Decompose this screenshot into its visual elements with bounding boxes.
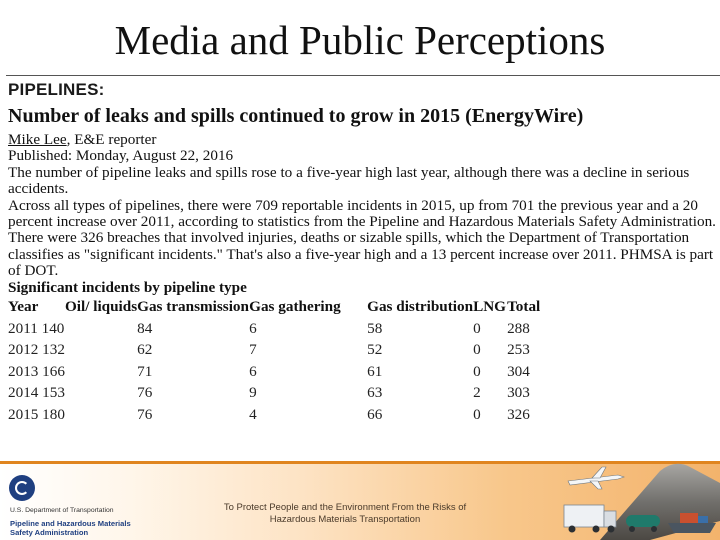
table-header-row	[8, 297, 567, 318]
column-header: Gas transmission	[137, 298, 249, 316]
mission-line: To Protect People and the Environment From the Risks of	[223, 502, 467, 513]
table-cell: 61	[367, 362, 383, 380]
table-cell: 288	[507, 319, 530, 337]
agency-name-line: Safety Administration	[10, 528, 89, 537]
table-cell: 2011 140	[8, 319, 65, 337]
table-cell: 2012 132	[8, 341, 65, 359]
table-row	[8, 383, 567, 405]
table-cell: 253	[507, 341, 530, 359]
column-header: Total	[507, 298, 541, 316]
table-cell: 76	[137, 384, 153, 402]
mission-line: Hazardous Materials Transportation	[269, 514, 421, 525]
paragraph: The number of pipeline leaks and spills rose to a five-year high last year, although there was a decline in serious accidents.	[8, 163, 690, 198]
truck-icon	[564, 505, 616, 533]
table-cell: 52	[367, 341, 383, 359]
table-cell: 63	[367, 384, 383, 402]
article-body	[8, 132, 716, 426]
table-cell: 2013 166	[8, 362, 65, 380]
table-cell: 0	[473, 319, 481, 337]
table-cell: 6	[249, 319, 257, 337]
table-cell: 0	[473, 341, 481, 359]
table-row	[8, 404, 567, 426]
table-cell	[65, 361, 137, 383]
column-header: Oil/ liquids	[64, 298, 138, 316]
agency-name	[10, 519, 160, 537]
table-cell: 2	[473, 384, 481, 402]
airplane-icon	[568, 467, 624, 489]
table-row	[8, 361, 567, 383]
author-link[interactable]: Mike Lee	[8, 131, 67, 148]
column-header: Gas distribution	[367, 298, 474, 316]
author-suffix: , E&E reporter	[66, 131, 157, 148]
footer-banner	[0, 461, 720, 540]
section-label: PIPELINES:	[8, 80, 105, 99]
table-cell: 6	[249, 362, 257, 380]
table-cell	[65, 383, 137, 405]
table-cell: 66	[367, 405, 383, 423]
table-cell: 0	[473, 405, 481, 423]
dot-logo-icon	[9, 475, 35, 501]
table-cell: 0	[473, 362, 481, 380]
incidents-table	[8, 297, 567, 426]
paragraph: Across all types of pipelines, there were 709 reportable incidents in 2015, up from 701 the previous year and a 20 percent increase over 2011, according to statistics from the Pipeline and Hazardous Materials Safety Administration.	[8, 196, 716, 231]
table-cell	[65, 318, 137, 340]
table-cell: 84	[137, 319, 153, 337]
transport-illustration-icon	[540, 461, 720, 540]
table-cell: 2015 180	[8, 405, 65, 423]
mission-statement	[200, 502, 490, 526]
table-cell: 326	[507, 405, 530, 423]
title-divider	[6, 75, 720, 76]
published-date: Published: Monday, August 22, 2016	[8, 147, 234, 165]
paragraph: There were 326 breaches that involved injuries, deaths or sizable spills, which the Department of Transportation classifies as "significant incidents." That's also a five-year high and a 13 percent increase over 2011. PHMSA is part of DOT.	[8, 229, 714, 280]
slide-title: Media and Public Perceptions	[114, 17, 606, 63]
article-headline: Number of leaks and spills continued to grow in 2015 (EnergyWire)	[8, 105, 584, 127]
table-cell: 304	[507, 362, 530, 380]
table-cell: 58	[367, 319, 383, 337]
table-cell	[65, 340, 137, 362]
table-cell: 4	[249, 405, 257, 423]
table-title: Significant incidents by pipeline type	[8, 278, 247, 296]
dot-name: U.S. Department of Transportation	[10, 507, 114, 514]
table-cell: 9	[249, 384, 257, 402]
agency-name-line: Pipeline and Hazardous Materials	[10, 519, 131, 528]
table-cell: 62	[137, 341, 153, 359]
table-cell: 71	[137, 362, 153, 380]
table-row	[8, 340, 567, 362]
table-cell: 76	[137, 405, 153, 423]
column-header: LNG	[473, 298, 506, 316]
table-row	[8, 318, 567, 340]
table-cell: 7	[249, 341, 257, 359]
byline	[8, 132, 716, 148]
column-header: Year	[8, 298, 39, 316]
table-cell: 2014 153	[8, 384, 65, 402]
table-cell: 303	[507, 384, 530, 402]
column-header: Gas gathering	[249, 298, 341, 316]
table-cell	[65, 404, 137, 426]
